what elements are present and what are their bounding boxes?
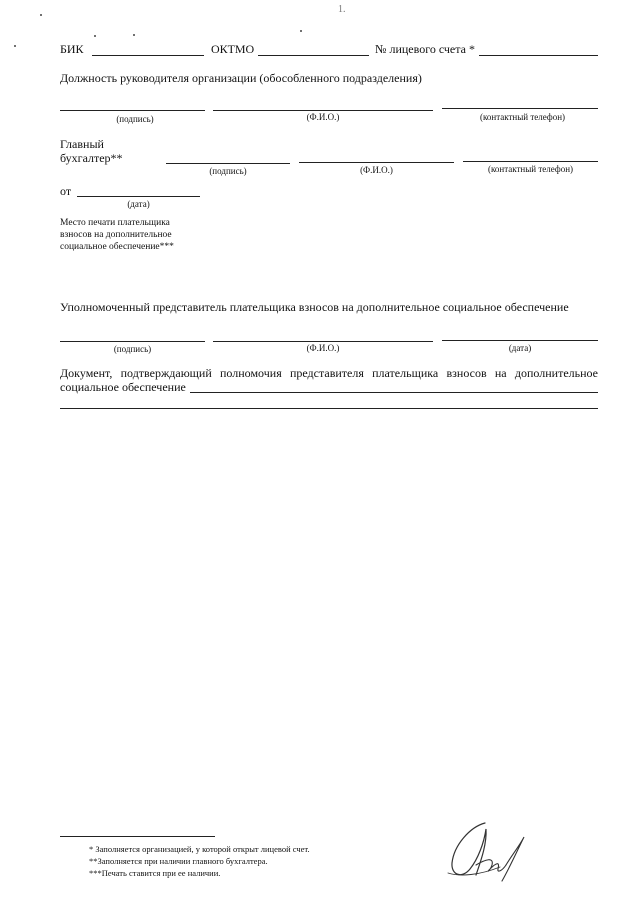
representative-signature-line[interactable]	[60, 341, 205, 342]
scan-speck	[300, 30, 302, 32]
date-caption: (дата)	[127, 199, 150, 209]
oktmo-label: ОКТМО	[211, 42, 255, 56]
footnote-1: * Заполняется организацией, у которой открыт лицевой счет.	[89, 844, 310, 854]
manager-name-line[interactable]	[213, 110, 433, 111]
manager-position-title: Должность руководителя организации (обособленного подразделения)	[60, 71, 422, 85]
footnote-2: **Заполняется при наличии главного бухгалтера.	[89, 856, 268, 866]
account-number-field-line[interactable]	[479, 55, 598, 56]
authority-document-field-line[interactable]	[190, 392, 598, 393]
representative-name-caption: (Ф.И.О.)	[306, 343, 340, 353]
representative-signature-caption: (подпись)	[113, 344, 152, 354]
date-field-line[interactable]	[77, 196, 200, 197]
bik-field-line[interactable]	[92, 55, 204, 56]
scan-speck	[133, 34, 135, 36]
accountant-name-line[interactable]	[299, 162, 454, 163]
accountant-signature-caption: (подпись)	[209, 166, 247, 176]
date-prefix: от	[60, 184, 72, 198]
manager-phone-line[interactable]	[442, 108, 598, 109]
accountant-signature-line[interactable]	[166, 163, 290, 164]
scan-speck	[40, 14, 42, 16]
accountant-phone-caption: (контактный телефон)	[487, 164, 574, 174]
account-number-label: № лицевого счета *	[375, 42, 475, 56]
representative-name-line[interactable]	[213, 341, 433, 342]
representative-title: Уполномоченный представитель плательщика взносов на дополнительное социальное обеспечение	[60, 300, 569, 314]
authority-document-line2: социальное обеспечение	[60, 380, 186, 394]
bik-label: БИК	[60, 42, 84, 56]
footnote-separator	[60, 836, 215, 837]
page-mark: 1.	[338, 4, 346, 15]
stamp-note-line1: Место печати плательщика	[60, 218, 170, 228]
accountant-phone-line[interactable]	[463, 161, 598, 162]
authority-document-extra-line[interactable]	[60, 408, 598, 409]
manager-phone-caption: (контактный телефон)	[479, 112, 566, 122]
manager-name-caption: (Ф.И.О.)	[306, 112, 340, 122]
stamp-note-line3: социальное обеспечение***	[60, 242, 174, 252]
chief-accountant-title-line2: бухгалтер**	[60, 151, 123, 165]
authority-document-line1: Документ, подтверждающий полномочия представителя плательщика взносов на дополнительное	[60, 366, 598, 380]
scan-speck	[14, 45, 16, 47]
footnote-3: ***Печать ставится при ее наличии.	[89, 868, 221, 878]
handwritten-signature	[440, 815, 530, 887]
manager-signature-line[interactable]	[60, 110, 205, 111]
accountant-name-caption: (Ф.И.О.)	[360, 165, 393, 175]
representative-date-line[interactable]	[442, 340, 598, 341]
stamp-note-line2: взносов на дополнительное	[60, 230, 172, 240]
scan-speck	[94, 35, 96, 37]
chief-accountant-title-line1: Главный	[60, 137, 104, 151]
manager-signature-caption: (подпись)	[116, 114, 154, 124]
representative-date-caption: (дата)	[508, 343, 532, 353]
oktmo-field-line[interactable]	[258, 55, 369, 56]
